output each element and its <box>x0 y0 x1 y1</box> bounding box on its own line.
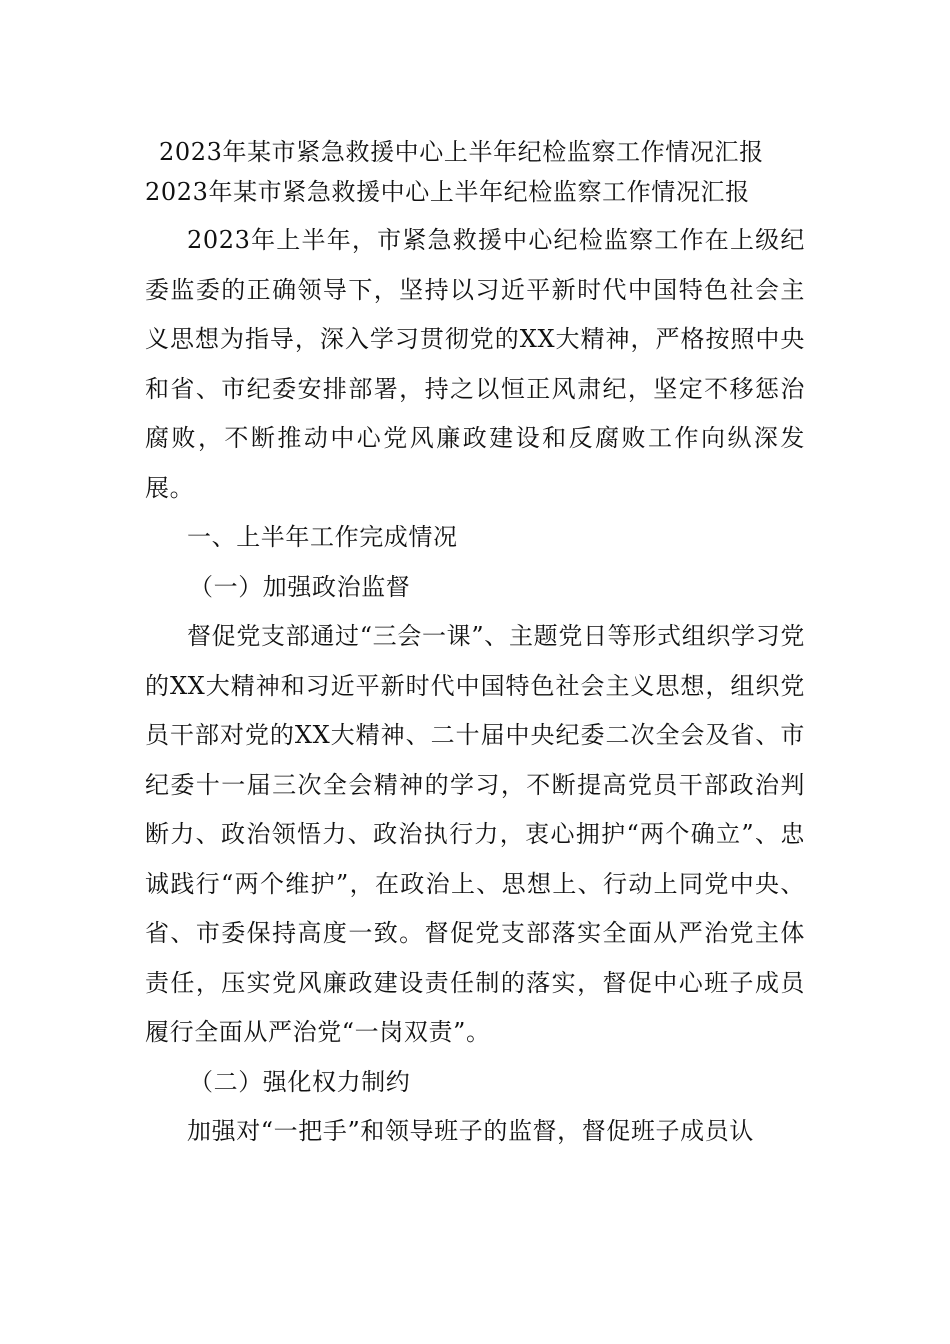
document-title: 2023年某市紧急救援中心上半年纪检监察工作情况汇报 <box>159 138 764 166</box>
document-subtitle: 2023年某市紧急救援中心上半年纪检监察工作情况汇报 <box>145 178 750 206</box>
body-paragraph-1: 督促党支部通过“三会一课”、主题党日等形式组织学习党的XX大精神和习近平新时代中国特色社会主义思想，组织党员干部对党的XX大精神、二十届中央纪委二次全会及省、市纪委十一届三次全会精神的学习，不断提高党员干部政治判断力、政治领悟力、政治执行力，衷心拥护“两个确立”、忠诚践行“两个维护”，在政治上、思想上、行动上同党中央、省、市委保持高度一致。督促党支部落实全面从严治党主体责任，压实党风廉政建设责任制的落实，督促中心班子成员履行全面从严治党“一岗双责”。 <box>145 622 805 1046</box>
intro-paragraph: 2023年上半年，市紧急救援中心纪检监察工作在上级纪委监委的正确领导下，坚持以习近平新时代中国特色社会主义思想为指导，深入学习贯彻党的XX大精神，严格按照中央和省、市纪委安排部署，持之以恒正风肃纪，坚定不移惩治腐败，不断推动中心党风廉政建设和反腐败工作向纵深发展。 <box>145 226 805 502</box>
section-heading-1: 一、上半年工作完成情况 <box>187 523 458 551</box>
subsection-heading-1: （一）加强政治监督 <box>189 572 411 601</box>
document-body <box>145 128 805 1157</box>
subsection-heading-2: （二）强化权力制约 <box>189 1067 411 1096</box>
body-paragraph-2: 加强对“一把手”和领导班子的监督，督促班子成员认 <box>187 1117 754 1145</box>
